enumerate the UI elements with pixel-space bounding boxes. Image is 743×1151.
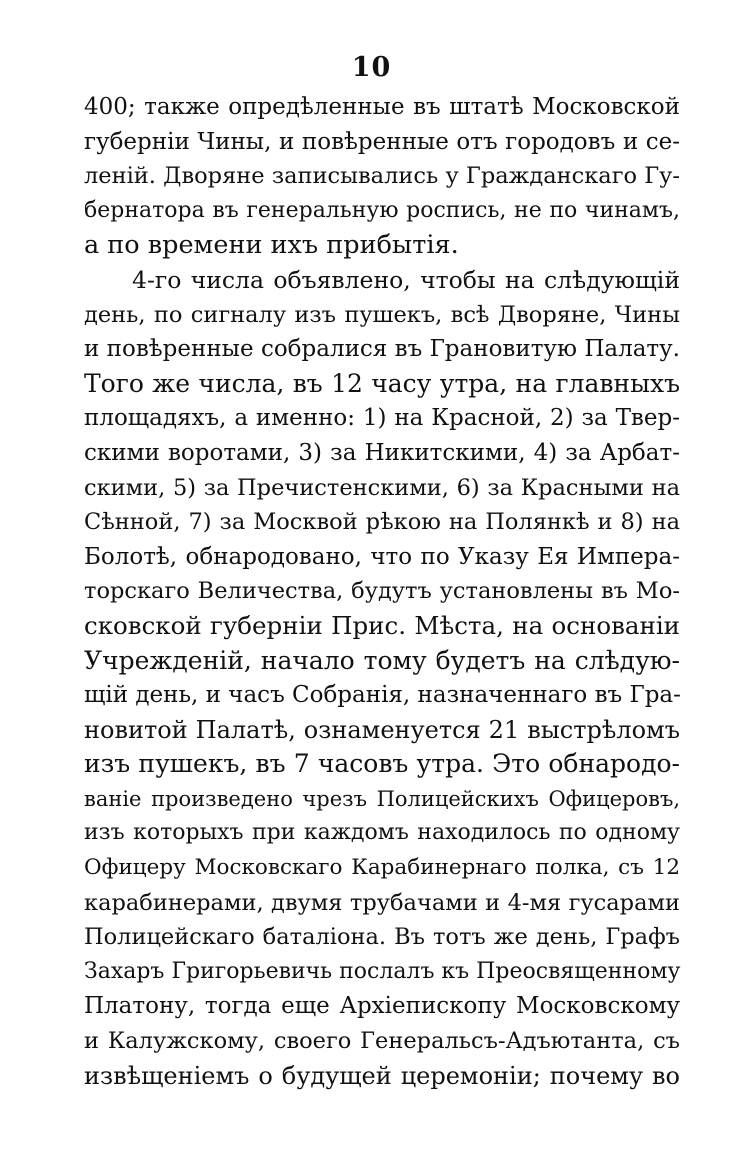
text-line: ваніе произведено чрезъ Полицейскихъ Офицеровъ, bbox=[84, 786, 680, 811]
text-line: торскаго Величества, будутъ установлены въ Мо- bbox=[84, 578, 680, 605]
text-line: а по времени ихъ прибытія. bbox=[84, 230, 459, 261]
text-line: Полицейскаго баталіона. Въ тотъ же день, Графъ bbox=[84, 924, 680, 951]
text-line: Захаръ Григорьевичь послалъ къ Преосвященному bbox=[84, 958, 681, 984]
text-line: новитой Палатѣ, ознаменуется 21 выстрѣломъ bbox=[84, 715, 680, 744]
text-line: леній. Дворяне записывались у Гражданскаго Гу- bbox=[84, 163, 680, 190]
text-line: 400; также опредѣленные въ штатѣ Московской bbox=[84, 94, 680, 120]
text-line: и Калужскому, своего Генеральсъ-Адъютанта, съ bbox=[84, 1028, 680, 1055]
text-line: карабинерами, двумя трубачами и 4-мя гусарами bbox=[84, 889, 680, 916]
text-line: Платону, тогда еще Архіепископу Московскому bbox=[84, 993, 680, 1020]
text-line: площадяхъ, а именно: 1) на Красной, 2) за Твер- bbox=[84, 405, 680, 432]
text-line: Офицеру Московскаго Карабинернаго полка, съ 12 bbox=[84, 855, 680, 881]
text-line: Болотѣ, обнародовано, что по Указу Ея Импера- bbox=[84, 543, 680, 570]
text-line: бернатора въ генеральную роспись, не по чинамъ, bbox=[84, 197, 680, 223]
body-text bbox=[84, 90, 680, 1093]
text-line: Учрежденій, начало тому будетъ на слѣдую- bbox=[84, 645, 680, 675]
text-line: Того же числа, въ 12 часу утра, на главныхъ bbox=[84, 368, 680, 398]
text-line: изъ которыхъ при каждомъ находилось по одному bbox=[84, 820, 680, 846]
text-line: Сѣнной, 7) за Москвой рѣкою на Полянкѣ и 8) на bbox=[84, 509, 680, 536]
text-line: губерніи Чины, и повѣренные отъ городовъ и се- bbox=[84, 128, 680, 155]
text-line: 4-го числа объявлено, чтобы на слѣдующій bbox=[132, 265, 680, 294]
text-line: скими воротами, 3) за Никитскими, 4) за Арбат- bbox=[84, 439, 680, 466]
text-line: сковской губерніи Прис. Мѣста, на основаніи bbox=[84, 610, 680, 640]
text-line: и повѣренные собралися въ Грановитую Палату. bbox=[84, 336, 680, 363]
text-line: скими, 5) за Пречистенскими, 6) за Красными на bbox=[84, 474, 680, 501]
text-line: щій день, и часъ Собранія, назначеннаго въ Гра- bbox=[84, 682, 681, 709]
text-line: день, по сигналу изъ пушекъ, всѣ Дворяне, Чины bbox=[84, 301, 680, 328]
page-number: 10 bbox=[351, 52, 392, 83]
text-line: изъ пушекъ, въ 7 часовъ утра. Это обнародо- bbox=[84, 749, 680, 779]
text-line: извѣщеніемъ о будущей церемоніи; почему во bbox=[84, 1061, 680, 1090]
